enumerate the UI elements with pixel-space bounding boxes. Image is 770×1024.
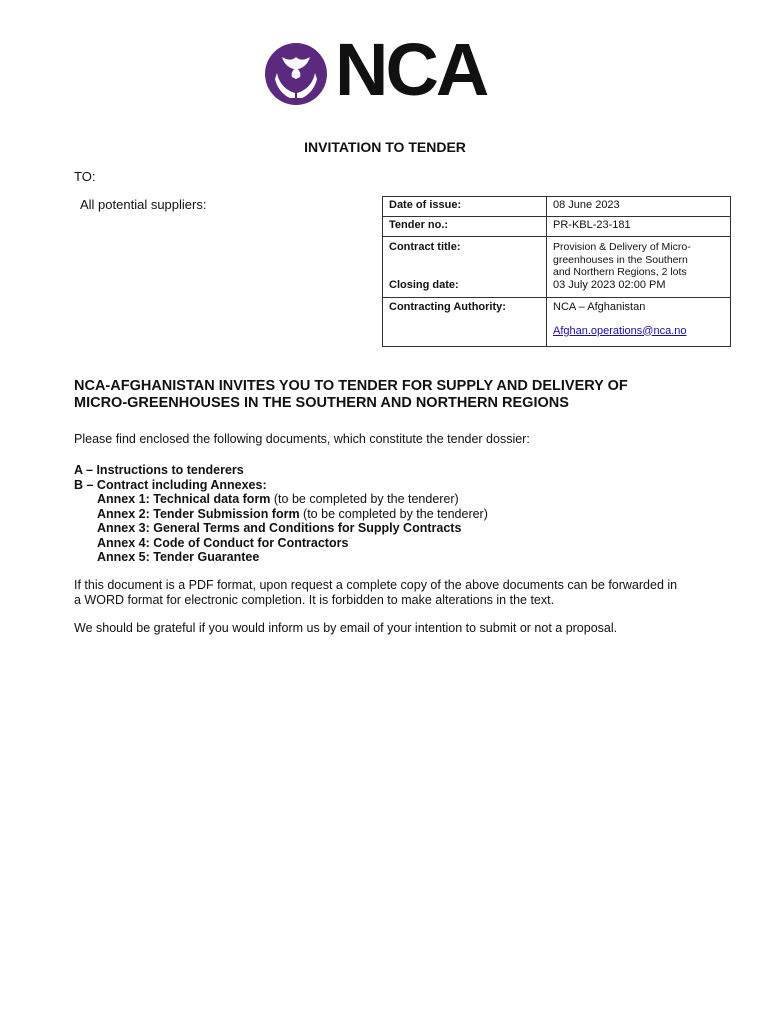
closing-date-value: 03 July 2023 02:00 PM bbox=[547, 279, 731, 298]
tender-no-label: Tender no.: bbox=[383, 217, 547, 237]
paragraph-line: If this document is a PDF format, upon request a complete copy of the above documents can be forwarded in bbox=[74, 578, 678, 592]
date-of-issue-label: Date of issue: bbox=[383, 197, 547, 217]
list-item bbox=[74, 492, 488, 507]
nca-logo bbox=[265, 28, 500, 111]
table-row bbox=[383, 237, 731, 279]
authority-label: Contracting Authority: bbox=[383, 297, 547, 346]
closing-date-label: Closing date: bbox=[383, 279, 547, 298]
intro-paragraph: Please find enclosed the following documents, which constitute the tender dossier: bbox=[74, 432, 530, 446]
annex-note: (to be completed by the tenderer) bbox=[299, 506, 488, 521]
list-item: Annex 5: Tender Guarantee bbox=[97, 550, 260, 564]
pdf-note-paragraph bbox=[74, 578, 714, 608]
contract-title-line: Provision & Delivery of Micro- bbox=[553, 241, 691, 253]
date-of-issue-value: 08 June 2023 bbox=[547, 197, 731, 217]
tender-info-table bbox=[382, 196, 731, 347]
annex-title: Annex 2: Tender Submission form bbox=[97, 506, 300, 521]
annex-title: Annex 1: Technical data form bbox=[97, 492, 271, 506]
list-item: Annex 3: General Terms and Conditions for Supply Contracts bbox=[97, 521, 462, 535]
table-row bbox=[383, 297, 731, 346]
contract-title-value bbox=[547, 237, 731, 279]
table-row bbox=[383, 197, 731, 217]
document-title: INVITATION TO TENDER bbox=[304, 139, 466, 155]
dove-hands-icon bbox=[265, 43, 327, 105]
contract-title-line: and Northern Regions, 2 lots bbox=[553, 266, 687, 278]
annex-note: (to be completed by the tenderer) bbox=[270, 492, 459, 506]
paragraph-line: a WORD format for electronic completion. It is forbidden to make alterations in the text. bbox=[74, 593, 555, 607]
headline-line: NCA-AFGHANISTAN INVITES YOU TO TENDER FOR SUPPLY AND DELIVERY OF bbox=[74, 378, 628, 394]
authority-value bbox=[547, 297, 731, 346]
documents-list bbox=[74, 463, 488, 565]
list-item bbox=[74, 507, 488, 522]
headline-line: MICRO-GREENHOUSES IN THE SOUTHERN AND NORTHERN REGIONS bbox=[74, 395, 569, 411]
authority-name: NCA – Afghanistan bbox=[553, 300, 646, 313]
tender-no-value: PR-KBL-23-181 bbox=[547, 217, 731, 237]
tender-headline bbox=[74, 378, 714, 412]
closing-paragraph: We should be grateful if you would inform us by email of your intention to submit or not a proposal. bbox=[74, 621, 618, 635]
authority-email-link[interactable]: Afghan.operations@nca.no bbox=[553, 324, 687, 337]
list-item: A – Instructions to tenderers bbox=[74, 463, 244, 477]
contract-title-line: greenhouses in the Southern bbox=[553, 253, 688, 266]
list-item: Annex 4: Code of Conduct for Contractors bbox=[97, 535, 349, 550]
table-row bbox=[383, 217, 731, 237]
list-item: B – Contract including Annexes: bbox=[74, 477, 267, 492]
contract-title-label: Contract title: bbox=[383, 237, 547, 279]
recipients: All potential suppliers: bbox=[80, 197, 207, 212]
to-label: TO: bbox=[74, 169, 96, 184]
table-row bbox=[383, 279, 731, 298]
logo-wordmark: NCA bbox=[335, 28, 487, 111]
